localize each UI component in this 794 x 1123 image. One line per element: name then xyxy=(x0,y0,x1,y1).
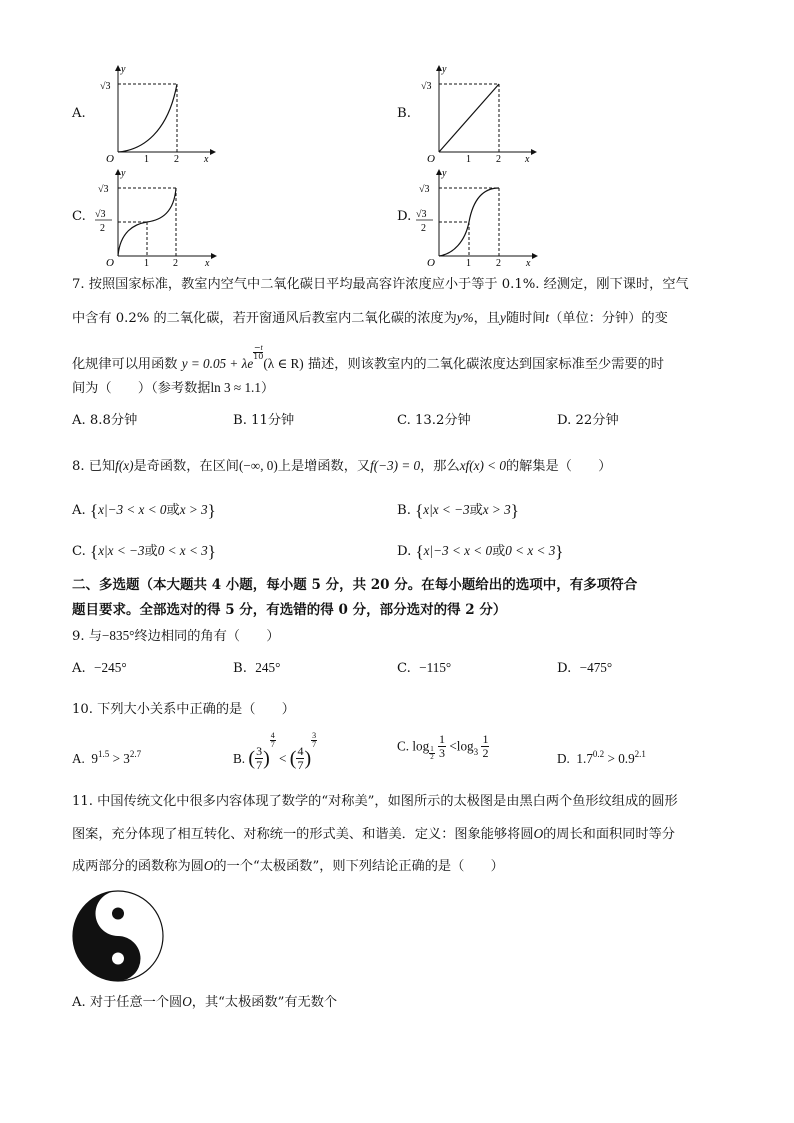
svg-text:√3: √3 xyxy=(98,184,109,195)
svg-text:√3: √3 xyxy=(95,209,106,220)
svg-text:x: x xyxy=(526,258,531,266)
option-d-label: D. xyxy=(397,209,412,224)
svg-text:√3: √3 xyxy=(416,209,427,220)
svg-text:√3: √3 xyxy=(100,81,111,92)
q10-stem: 10. 下列大小关系中正确的是（ ） xyxy=(72,702,295,717)
svg-text:x: x xyxy=(204,154,209,164)
q9-option-d[interactable]: D. −475° xyxy=(557,660,613,676)
svg-text:O: O xyxy=(427,257,435,266)
svg-text:O: O xyxy=(106,153,114,164)
svg-text:O: O xyxy=(427,153,435,164)
q7-option-c[interactable]: C. 13.2分钟 xyxy=(397,413,471,428)
svg-text:x: x xyxy=(205,258,210,266)
q7-exponent: $\frac{-t}{10}$ xyxy=(253,343,264,361)
q8-stem: 8. 已知f(x)是奇函数，在区间(−∞, 0)上是增函数，又f(−3) = 0，那么xf(x) < 0的解集是（ ） xyxy=(72,458,612,474)
q11-line1: 11. 中国传统文化中很多内容体现了数学的“对称美”，如图所示的太极图是由黑白两个鱼形纹组成的圆形 xyxy=(72,794,678,809)
q11-line3: 成两部分的函数称为圆O的一个“太极函数”，则下列结论正确的是（ ） xyxy=(72,858,504,874)
section2-heading-line2: 题目要求。全部选对的得 5 分，有选错的得 0 分，部分选对的得 2 分） xyxy=(72,602,507,618)
svg-text:1: 1 xyxy=(144,154,149,164)
graph-b xyxy=(419,62,539,164)
svg-text:2: 2 xyxy=(421,223,426,234)
section2-heading-line1: 二、多选题（本大题共 4 小题，每小题 5 分，共 20 分。在每小题给出的选项中，有多项符合 xyxy=(72,577,638,593)
svg-text:y: y xyxy=(442,64,447,75)
q7-line4: 间为（ ）（参考数据ln 3 ≈ 1.1） xyxy=(72,380,275,396)
q8-option-c[interactable]: C. {x|x < −3或0 < x < 3} xyxy=(72,542,216,561)
q7-option-d[interactable]: D. 22分钟 xyxy=(557,413,619,428)
svg-text:1: 1 xyxy=(144,258,149,266)
svg-text:√3: √3 xyxy=(419,184,430,195)
q10-option-d[interactable]: D. $1.7^{0.2} > 0.9^{2.1}$ xyxy=(557,749,646,766)
svg-text:x: x xyxy=(525,154,530,164)
graph-c xyxy=(90,166,220,266)
svg-text:1: 1 xyxy=(466,154,471,164)
q10-option-c[interactable]: C. log $\frac{1}{2}$ $\frac{1}{3}$ $<\log_3$ $\frac{1}{2}$ xyxy=(397,732,489,762)
q11-line2: 图案，充分体现了相互转化、对称统一的形式美、和谐美．定义：图象能够将圆O的周长和面积同时等分 xyxy=(72,826,675,842)
q8-option-b[interactable]: B. {x|x < −3或x > 3} xyxy=(397,501,519,520)
q7-line1: 7. 按照国家标准，教室内空气中二氧化碳日平均最高容许浓度应小于等于 0.1%. 经测定，刚下课时，空气 xyxy=(72,277,689,292)
q7-option-a[interactable]: A. 8.8分钟 xyxy=(72,413,138,428)
svg-text:2: 2 xyxy=(496,258,501,266)
q7-line2: 中含有 0.2% 的二氧化碳，若开窗通风后教室内二氧化碳的浓度为y%，且y随时间t（单位：分钟）的变 xyxy=(72,310,668,326)
svg-text:O: O xyxy=(106,257,114,266)
option-c-label: C. xyxy=(72,209,86,224)
q9-stem: 9. 与−835°终边相同的角有（ ） xyxy=(72,628,280,644)
q8-option-d[interactable]: D. {x|−3 < x < 0或0 < x < 3} xyxy=(397,542,564,561)
q10-option-b[interactable]: B. ( $\frac{3}{7}$ ) $\frac{4}{7}$ < ( $\frac{4}{7}$ ) $\frac{3}{7}$ xyxy=(233,731,317,772)
svg-text:y: y xyxy=(121,64,126,75)
q10-option-a[interactable]: A. $9^{1.5} > 3^{2.7}$ xyxy=(72,749,142,766)
q7-line3: 化规律可以用函数 y = 0.05 + λe $\frac{-t}{10}$ (λ ∈ R) 描述，则该教室内的二氧化碳浓度达到国家标准至少需要的时 xyxy=(72,343,664,372)
svg-text:2: 2 xyxy=(173,258,178,266)
q8-option-a[interactable]: A. {x|−3 < x < 0或x > 3} xyxy=(72,501,216,520)
q11-option-a[interactable]: A. 对于任意一个圆O，其“太极函数”有无数个 xyxy=(72,994,338,1010)
svg-text:2: 2 xyxy=(100,223,105,234)
option-b-label: B. xyxy=(397,106,411,121)
svg-text:1: 1 xyxy=(466,258,471,266)
q7-formula: y = 0.05 + λe xyxy=(181,356,254,371)
svg-text:√3: √3 xyxy=(421,81,432,92)
option-a-label: A. xyxy=(72,106,86,121)
svg-text:y: y xyxy=(442,168,447,179)
q9-option-a[interactable]: A. −245° xyxy=(72,660,127,676)
svg-text:2: 2 xyxy=(496,154,501,164)
graph-a xyxy=(98,62,218,164)
q9-option-b[interactable]: B. 245° xyxy=(233,660,281,676)
taiji-diagram xyxy=(72,890,164,982)
svg-text:y: y xyxy=(121,168,126,179)
q9-option-c[interactable]: C. −115° xyxy=(397,660,452,676)
graph-d xyxy=(411,166,541,266)
q7-option-b[interactable]: B. 11分钟 xyxy=(233,413,295,428)
svg-text:2: 2 xyxy=(174,154,179,164)
